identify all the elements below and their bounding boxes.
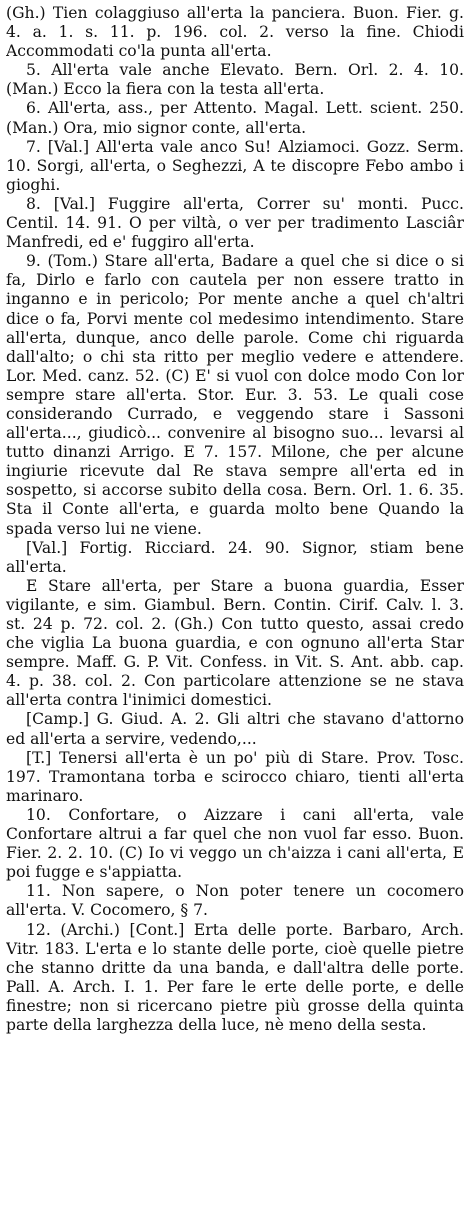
paragraph-text: 6. All'erta, ass., per Attento. Magal. Lett. scient. 250. (Man.) Ora, mio signor conte, all'erta.: [6, 99, 464, 137]
paragraph-text: 10. Confortare, o Aizzare i cani all'erta, vale Confortare altrui a far quel che non vuol far esso. Buon. Fier. 2. 2. 10. (C) Io vi veggo un ch'aizza i cani all'erta, E poi fugge e s'appiatta.: [6, 805, 464, 882]
entry-paragraph-9: [6, 252, 464, 538]
entry-paragraph-10: [6, 806, 464, 882]
dictionary-column: [6, 4, 464, 1035]
entry-paragraph-fortig: [6, 539, 464, 577]
entry-paragraph-tenersi: [6, 749, 464, 806]
paragraph-text: (Gh.) Tien colaggiuso all'erta la panciera. Buon. Fier. g. 4. a. 1. s. 11. p. 196. col. 2. verso la fine. Chiodi Accommodati co'la punta all'erta.: [6, 4, 464, 61]
paragraph-text: [Camp.] G. Giud. A. 2. Gli altri che stavano d'attorno ed all'erta a servire, vedendo,...: [6, 710, 464, 748]
entry-paragraph-5: [6, 61, 464, 99]
entry-paragraph-buona-guardia: [6, 577, 464, 711]
entry-paragraph-continuation: [6, 4, 464, 61]
entry-paragraph-camp: [6, 710, 464, 748]
paragraph-text: 8. [Val.] Fuggire all'erta, Correr su' monti. Pucc. Centil. 14. 91. O per viltà, o ver per tradimento Lasciâr Manfredi, ed e' fuggiro all'erta.: [6, 194, 464, 252]
paragraph-text: 7. [Val.] All'erta vale anco Su! Alziamoci. Gozz. Serm. 10. Sorgi, all'erta, o Seghezzi, A te discopre Febo ambo i gioghi.: [6, 137, 464, 194]
entry-paragraph-11: [6, 882, 464, 920]
entry-paragraph-7: [6, 138, 464, 195]
paragraph-text: 11. Non sapere, o Non poter tenere un cocomero all'erta. V. Cocomero, § 7.: [6, 882, 464, 920]
entry-paragraph-12: [6, 921, 464, 1036]
paragraph-text: 9. (Tom.) Stare all'erta, Badare a quel che si dice o si fa, Dirlo e farlo con cautela per non essere tratto in inganno e in pericolo; Por mente anche a quel ch'altri dice o fa, Porvi mente col medesimo intendimento. Stare all'erta, dunque, anco delle parole. Come chi riguarda dall'alto; o chi sta ritto per meglio vedere e attendere. Lor. Med. canz. 52. (C) E' si vuol con dolce modo Con lor sempre stare all'erta. Stor. Eur. 3. 53. Le quali cose considerando Currado, e veggendo stare i Sassoni all'erta..., giudicò... convenire al bisogno suo... levarsi al tutto dinanzi Arrigo. E 7. 157. Milone, che per alcune ingiurie ricevute dal Re stava sempre all'erta ed in sospetto, si accorse subito della cosa. Bern. Orl. 1. 6. 35. Sta il Conte all'erta, e guarda molto bene Quando la spada verso lui ne viene.: [6, 252, 464, 538]
paragraph-text: [T.] Tenersi all'erta è un po' più di Stare. Prov. Tosc. 197. Tramontana torba e scirocco chiaro, tienti all'erta marinaro.: [6, 748, 464, 805]
entry-paragraph-6: [6, 99, 464, 137]
paragraph-text: E Stare all'erta, per Stare a buona guardia, Esser vigilante, e sim. Giambul. Bern. Contin. Cirif. Calv. l. 3. st. 24 p. 72. col. 2. (Gh.) Con tutto questo, assai credo che viglia La buona guardia, e con ognuno all'erta Star sempre. Maff. G. P. Vit. Confess. in Vit. S. Ant. abb. cap. 4. p. 38. col. 2. Con particolare attenzione se ne stava all'erta contra l'inimici domestici.: [6, 576, 464, 710]
entry-paragraph-8: [6, 195, 464, 252]
paragraph-text: [Val.] Fortig. Ricciard. 24. 90. Signor, stiam bene all'erta.: [6, 538, 464, 576]
paragraph-text: 12. (Archi.) [Cont.] Erta delle porte. Barbaro, Arch. Vitr. 183. L'erta e lo stante delle porte, cioè quelle pietre che stanno dritte da una banda, e dall'altra delle porte. Pall. A. Arch. I. 1. Per fare le erte delle porte, e delle finestre; non si ricercano pietre più grosse della quinta parte della larghezza della luce, nè meno della sesta.: [6, 920, 464, 1034]
paragraph-text: 5. All'erta vale anche Elevato. Bern. Orl. 2. 4. 10. (Man.) Ecco la fiera con la testa all'erta.: [6, 61, 464, 99]
dictionary-page: [6, 4, 464, 1202]
